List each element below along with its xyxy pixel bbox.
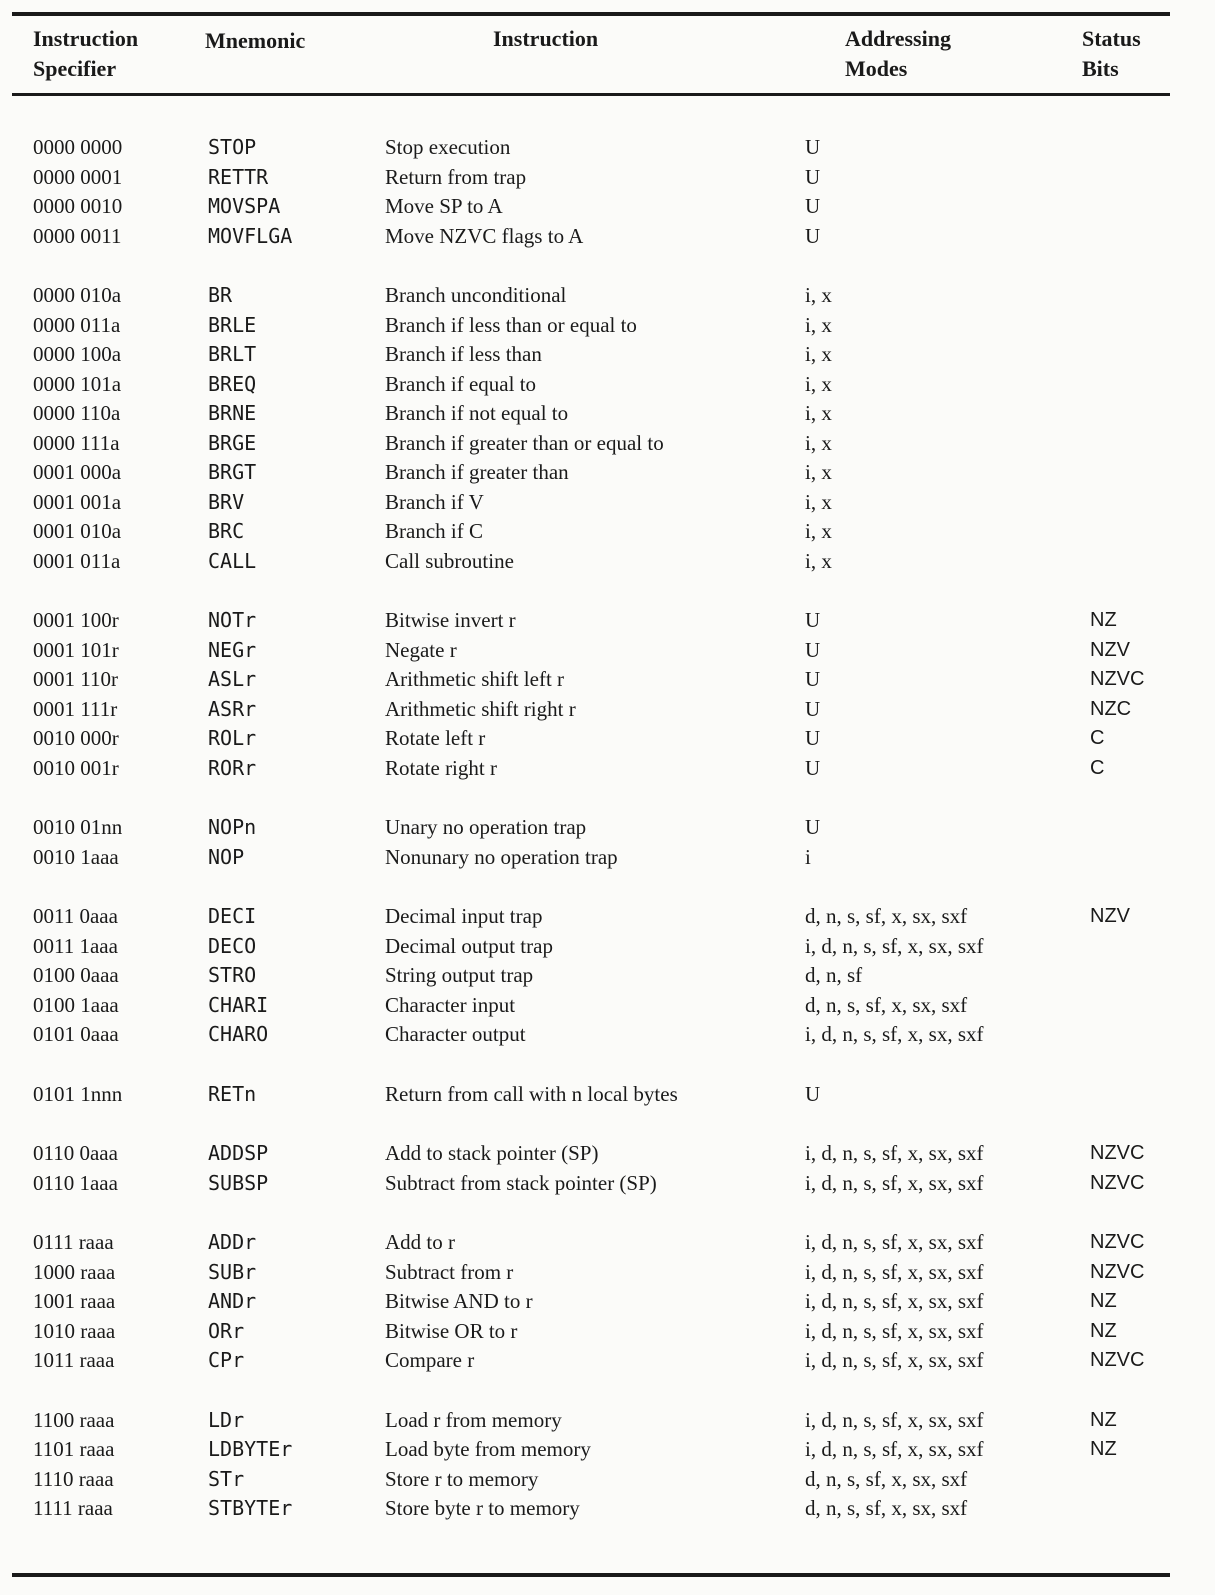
table-row — [0, 1019, 1215, 1049]
instruction-description: Arithmetic shift left r — [385, 667, 565, 691]
mnemonic: BREQ — [208, 371, 257, 396]
mnemonic: NOP — [208, 844, 245, 869]
addressing-modes: U — [805, 1081, 821, 1106]
instruction-specifier: 0111 raaa — [33, 1230, 114, 1254]
addressing-modes: d, n, sf — [805, 963, 863, 987]
instruction-specifier: 0000 110a — [33, 401, 121, 425]
mnemonic: DECI — [208, 904, 257, 928]
status-bits: NZV — [1090, 638, 1130, 661]
mnemonic: BRLE — [208, 312, 257, 337]
addressing-modes: U — [805, 164, 821, 189]
addressing-modes: i, x — [805, 430, 832, 455]
header-status-line2: Bits — [1082, 56, 1119, 81]
instruction-specifier: 0001 001a — [33, 489, 122, 514]
mnemonic: NOPn — [208, 815, 257, 839]
instruction-specifier: 0001 101r — [33, 637, 119, 662]
table-row — [0, 516, 1215, 546]
addressing-modes: d, n, s, sf, x, sx, sxf — [805, 1466, 968, 1491]
mnemonic: CALL — [208, 548, 257, 573]
instruction-specifier: 0010 1aaa — [33, 844, 119, 869]
addressing-modes: U — [805, 696, 821, 721]
table-row — [0, 842, 1215, 872]
instruction-description: Subtract from r — [385, 1259, 514, 1284]
instruction-specifier: 0001 110r — [33, 667, 118, 691]
instruction-specifier: 0001 111r — [33, 696, 118, 721]
addressing-modes: i, d, n, s, sf, x, sx, sxf — [805, 1437, 984, 1461]
instruction-specifier: 0011 1aaa — [33, 933, 118, 958]
status-bits: NZVC — [1090, 1231, 1145, 1253]
table-row — [0, 812, 1215, 842]
addressing-modes: i, x — [805, 460, 832, 484]
addressing-modes: i, d, n, s, sf, x, sx, sxf — [805, 1348, 984, 1372]
table-row — [0, 1345, 1215, 1375]
table-row — [0, 1286, 1215, 1316]
mnemonic: SUBSP — [208, 1170, 269, 1195]
instruction-specifier: 0000 111a — [33, 430, 120, 455]
table-row — [0, 339, 1215, 369]
instruction-description: Load r from memory — [385, 1407, 562, 1432]
header-spec-line1: Instruction — [33, 26, 139, 51]
table-row — [0, 457, 1215, 487]
mnemonic: LDr — [208, 1407, 245, 1432]
mnemonic: ASRr — [208, 696, 257, 721]
mnemonic: STRO — [208, 963, 257, 987]
instruction-description: Unary no operation trap — [385, 815, 587, 839]
table-row — [0, 428, 1215, 458]
instruction-description: Subtract from stack pointer (SP) — [385, 1170, 657, 1195]
instruction-description: Bitwise invert r — [385, 608, 516, 632]
header-status-bits — [1082, 24, 1141, 84]
header-mnemonic: Mnemonic — [205, 28, 306, 53]
mnemonic: ORr — [208, 1318, 245, 1343]
mnemonic: ROLr — [208, 726, 257, 750]
mnemonic: NEGr — [208, 637, 257, 662]
mnemonic: ANDr — [208, 1289, 257, 1313]
instruction-description: Move NZVC flags to A — [385, 223, 584, 248]
instruction-description: Branch if greater than — [385, 460, 569, 484]
mnemonic: RORr — [208, 755, 257, 780]
addressing-modes: i — [805, 844, 811, 869]
instruction-description: Negate r — [385, 637, 457, 662]
instruction-description: Branch if C — [385, 519, 483, 543]
addressing-modes: U — [805, 815, 821, 839]
mnemonic: ADDSP — [208, 1141, 269, 1165]
header-status-line1: Status — [1082, 26, 1141, 51]
table-row — [0, 369, 1215, 399]
addressing-modes: i, d, n, s, sf, x, sx, sxf — [805, 1289, 984, 1313]
mnemonic: BRC — [208, 519, 245, 543]
mnemonic: STBYTEr — [208, 1496, 293, 1520]
instruction-description: Rotate left r — [385, 726, 486, 750]
instruction-specifier: 1110 raaa — [33, 1466, 114, 1491]
instruction-description: Store r to memory — [385, 1466, 539, 1491]
table-row — [0, 280, 1215, 310]
addressing-modes: U — [805, 194, 821, 218]
instruction-specifier: 0001 000a — [33, 460, 122, 484]
addressing-modes: U — [805, 637, 821, 662]
mnemonic: RETTR — [208, 164, 269, 189]
addressing-modes: i, d, n, s, sf, x, sx, sxf — [805, 1318, 984, 1343]
instruction-description: Call subroutine — [385, 548, 514, 573]
table-row — [0, 1079, 1215, 1109]
mnemonic: DECO — [208, 933, 257, 958]
mnemonic: MOVSPA — [208, 194, 281, 218]
addressing-modes: i, x — [805, 283, 832, 307]
instruction-specifier: 0000 0010 — [33, 194, 123, 218]
addressing-modes: i, d, n, s, sf, x, sx, sxf — [805, 933, 984, 958]
table-row — [0, 546, 1215, 576]
addressing-modes: U — [805, 135, 821, 159]
instruction-description: Move SP to A — [385, 194, 503, 218]
table-row — [0, 605, 1215, 635]
table-row — [0, 901, 1215, 931]
instruction-specifier: 0011 0aaa — [33, 904, 118, 928]
header-modes-line2: Modes — [845, 56, 908, 81]
status-bits: C — [1090, 727, 1105, 749]
addressing-modes: i, d, n, s, sf, x, sx, sxf — [805, 1230, 984, 1254]
table-row — [0, 1168, 1215, 1198]
addressing-modes: U — [805, 755, 821, 780]
instruction-description: Add to stack pointer (SP) — [385, 1141, 599, 1165]
table-row — [0, 132, 1215, 162]
mnemonic: MOVFLGA — [208, 223, 293, 248]
addressing-modes: i, d, n, s, sf, x, sx, sxf — [805, 1259, 984, 1284]
instruction-specifier: 0000 0000 — [33, 135, 123, 159]
mnemonic: RETn — [208, 1081, 257, 1106]
status-bits: NZVC — [1090, 1171, 1145, 1194]
instruction-description: Return from trap — [385, 164, 527, 189]
instruction-specifier: 0000 0011 — [33, 223, 122, 248]
instruction-specifier: 0110 0aaa — [33, 1141, 118, 1165]
instruction-specifier: 1101 raaa — [33, 1437, 115, 1461]
mnemonic: CHARO — [208, 1022, 269, 1046]
instruction-specifier: 1000 raaa — [33, 1259, 116, 1284]
status-bits: NZV — [1090, 905, 1130, 927]
instruction-specifier: 0101 1nnn — [33, 1081, 123, 1106]
instruction-specifier: 0000 0001 — [33, 164, 123, 189]
mnemonic: STr — [208, 1466, 245, 1491]
status-bits: NZ — [1090, 609, 1117, 631]
instruction-description: Nonunary no operation trap — [385, 844, 618, 869]
instruction-description: Return from call with n local bytes — [385, 1081, 678, 1106]
header-modes-line1: Addressing — [845, 26, 951, 51]
status-bits: NZVC — [1090, 1142, 1145, 1164]
mnemonic: BRNE — [208, 401, 257, 425]
instruction-specifier: 0000 101a — [33, 371, 122, 396]
table-row — [0, 1227, 1215, 1257]
instruction-description: String output trap — [385, 963, 534, 987]
addressing-modes: i, d, n, s, sf, x, sx, sxf — [805, 1022, 984, 1046]
table-top-rule — [12, 12, 1170, 16]
mnemonic: NOTr — [208, 608, 257, 632]
instruction-description: Arithmetic shift right r — [385, 696, 576, 721]
mnemonic: BRV — [208, 489, 245, 514]
instruction-description: Bitwise OR to r — [385, 1318, 518, 1343]
addressing-modes: i, x — [805, 371, 832, 396]
addressing-modes: i, x — [805, 312, 832, 337]
mnemonic: LDBYTEr — [208, 1437, 293, 1461]
table-row — [0, 960, 1215, 990]
addressing-modes: i, x — [805, 548, 832, 573]
table-row — [0, 162, 1215, 192]
instruction-specifier: 0001 011a — [33, 548, 121, 573]
addressing-modes: i, x — [805, 342, 832, 366]
table-row — [0, 221, 1215, 251]
header-instruction-specifier — [33, 24, 138, 84]
status-bits: NZ — [1090, 1319, 1117, 1342]
addressing-modes: U — [805, 223, 821, 248]
header-spec-line2: Specifier — [33, 56, 117, 81]
table-row — [0, 398, 1215, 428]
instruction-description: Store byte r to memory — [385, 1496, 580, 1520]
instruction-description: Rotate right r — [385, 755, 497, 780]
table-row — [0, 753, 1215, 783]
instruction-description: Decimal input trap — [385, 904, 543, 928]
table-row — [0, 723, 1215, 753]
mnemonic: ASLr — [208, 667, 257, 691]
table-row — [0, 635, 1215, 665]
table-row — [0, 1493, 1215, 1523]
mnemonic: CHARI — [208, 992, 269, 1017]
instruction-specifier: 0010 01nn — [33, 815, 123, 839]
instruction-description: Branch unconditional — [385, 283, 567, 307]
table-row — [0, 1464, 1215, 1494]
mnemonic: BR — [208, 283, 233, 307]
status-bits: NZ — [1090, 1290, 1117, 1312]
table-row — [0, 487, 1215, 517]
instruction-description: Branch if greater than or equal to — [385, 430, 664, 455]
instruction-description: Branch if not equal to — [385, 401, 569, 425]
instruction-description: Branch if less than — [385, 342, 542, 366]
instruction-description: Compare r — [385, 1348, 475, 1372]
addressing-modes: d, n, s, sf, x, sx, sxf — [805, 992, 968, 1017]
status-bits: NZ — [1090, 1408, 1117, 1431]
header-addressing-modes — [845, 24, 951, 84]
instruction-description: Stop execution — [385, 135, 511, 159]
instruction-specifier: 0101 0aaa — [33, 1022, 119, 1046]
instruction-specifier: 0100 0aaa — [33, 963, 119, 987]
status-bits: NZVC — [1090, 1349, 1145, 1371]
addressing-modes: i, x — [805, 519, 832, 543]
instruction-description: Character input — [385, 992, 516, 1017]
instruction-specifier: 0100 1aaa — [33, 992, 119, 1017]
mnemonic: BRLT — [208, 342, 257, 366]
table-row — [0, 310, 1215, 340]
addressing-modes: i, x — [805, 401, 832, 425]
addressing-modes: d, n, s, sf, x, sx, sxf — [805, 904, 968, 928]
instruction-specifier: 0000 010a — [33, 283, 122, 307]
table-row — [0, 1316, 1215, 1346]
instruction-specifier: 1001 raaa — [33, 1289, 116, 1313]
mnemonic: BRGE — [208, 430, 257, 455]
instruction-description: Character output — [385, 1022, 526, 1046]
header-rule — [12, 93, 1170, 96]
instruction-specifier: 0000 100a — [33, 342, 122, 366]
instruction-description: Load byte from memory — [385, 1437, 591, 1461]
mnemonic: BRGT — [208, 460, 257, 484]
status-bits: NZC — [1090, 697, 1132, 720]
addressing-modes: i, x — [805, 489, 832, 514]
table-row — [0, 191, 1215, 221]
addressing-modes: d, n, s, sf, x, sx, sxf — [805, 1496, 968, 1520]
addressing-modes: i, d, n, s, sf, x, sx, sxf — [805, 1407, 984, 1432]
addressing-modes: i, d, n, s, sf, x, sx, sxf — [805, 1170, 984, 1195]
table-row — [0, 694, 1215, 724]
instruction-description: Decimal output trap — [385, 933, 553, 958]
table-row — [0, 931, 1215, 961]
table-row — [0, 1405, 1215, 1435]
header-instruction: Instruction — [493, 26, 599, 51]
instruction-specifier: 0001 010a — [33, 519, 122, 543]
instruction-specifier: 0110 1aaa — [33, 1170, 118, 1195]
addressing-modes: U — [805, 726, 821, 750]
instruction-specifier: 1111 raaa — [33, 1496, 113, 1520]
addressing-modes: U — [805, 608, 821, 632]
table-bottom-rule — [12, 1573, 1170, 1577]
instruction-description: Branch if less than or equal to — [385, 312, 637, 337]
table-row — [0, 990, 1215, 1020]
mnemonic: STOP — [208, 135, 257, 159]
instruction-description: Bitwise AND to r — [385, 1289, 533, 1313]
status-bits: NZVC — [1090, 1260, 1145, 1283]
instruction-specifier: 0000 011a — [33, 312, 121, 337]
table-row — [0, 1257, 1215, 1287]
addressing-modes: i, d, n, s, sf, x, sx, sxf — [805, 1141, 984, 1165]
addressing-modes: U — [805, 667, 821, 691]
instruction-description: Add to r — [385, 1230, 455, 1254]
instruction-specifier: 1010 raaa — [33, 1318, 116, 1343]
mnemonic: CPr — [208, 1348, 245, 1372]
status-bits: C — [1090, 756, 1105, 779]
instruction-specifier: 1100 raaa — [33, 1407, 115, 1432]
table-row — [0, 1138, 1215, 1168]
table-row — [0, 1434, 1215, 1464]
instruction-specifier: 1011 raaa — [33, 1348, 115, 1372]
mnemonic: SUBr — [208, 1259, 257, 1284]
instruction-specifier: 0010 000r — [33, 726, 119, 750]
table-row — [0, 664, 1215, 694]
instruction-specifier: 0010 001r — [33, 755, 119, 780]
status-bits: NZVC — [1090, 668, 1145, 690]
mnemonic: ADDr — [208, 1230, 257, 1254]
instruction-description: Branch if V — [385, 489, 484, 514]
instruction-specifier: 0001 100r — [33, 608, 119, 632]
status-bits: NZ — [1090, 1438, 1117, 1460]
instruction-description: Branch if equal to — [385, 371, 537, 396]
